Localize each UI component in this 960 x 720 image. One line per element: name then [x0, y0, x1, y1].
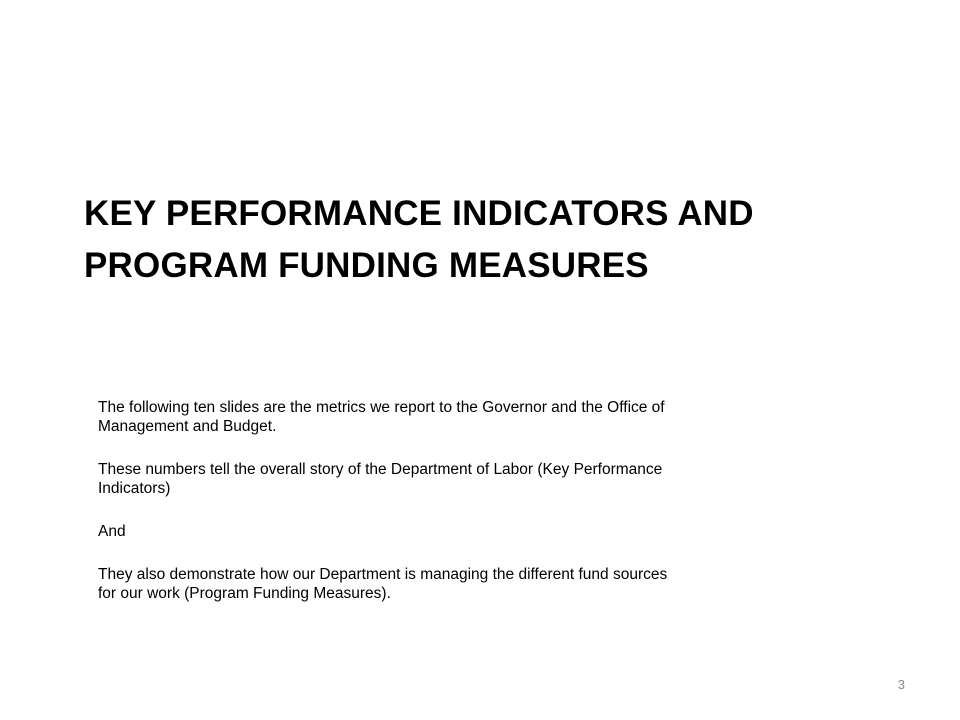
- paragraph-spacer: [98, 498, 838, 522]
- slide-title-line-2: PROGRAM FUNDING MEASURES: [84, 246, 649, 285]
- slide-page-number: 3: [897, 677, 905, 692]
- body-paragraph-4: [98, 565, 838, 603]
- body-paragraph-1-line-2: Management and Budget.: [98, 418, 277, 435]
- slide-body: [98, 398, 838, 603]
- slide-title: [84, 188, 884, 292]
- paragraph-spacer: [98, 541, 838, 565]
- body-paragraph-2-line-2: Indicators): [98, 480, 171, 497]
- body-paragraph-2: [98, 460, 838, 498]
- body-paragraph-2-line-1: These numbers tell the overall story of the Department of Labor (Key Performance: [98, 461, 663, 478]
- slide-title-line-1: KEY PERFORMANCE INDICATORS AND: [84, 194, 754, 233]
- body-paragraph-3: [98, 522, 838, 541]
- body-paragraph-3-line-1: And: [98, 523, 126, 540]
- paragraph-spacer: [98, 436, 838, 460]
- body-paragraph-4-line-1: They also demonstrate how our Department is managing the different fund sources: [98, 566, 668, 583]
- body-paragraph-4-line-2: for our work (Program Funding Measures).: [98, 585, 391, 602]
- body-paragraph-1: [98, 398, 838, 436]
- body-paragraph-1-line-1: The following ten slides are the metrics we report to the Governor and the Office of: [98, 399, 665, 416]
